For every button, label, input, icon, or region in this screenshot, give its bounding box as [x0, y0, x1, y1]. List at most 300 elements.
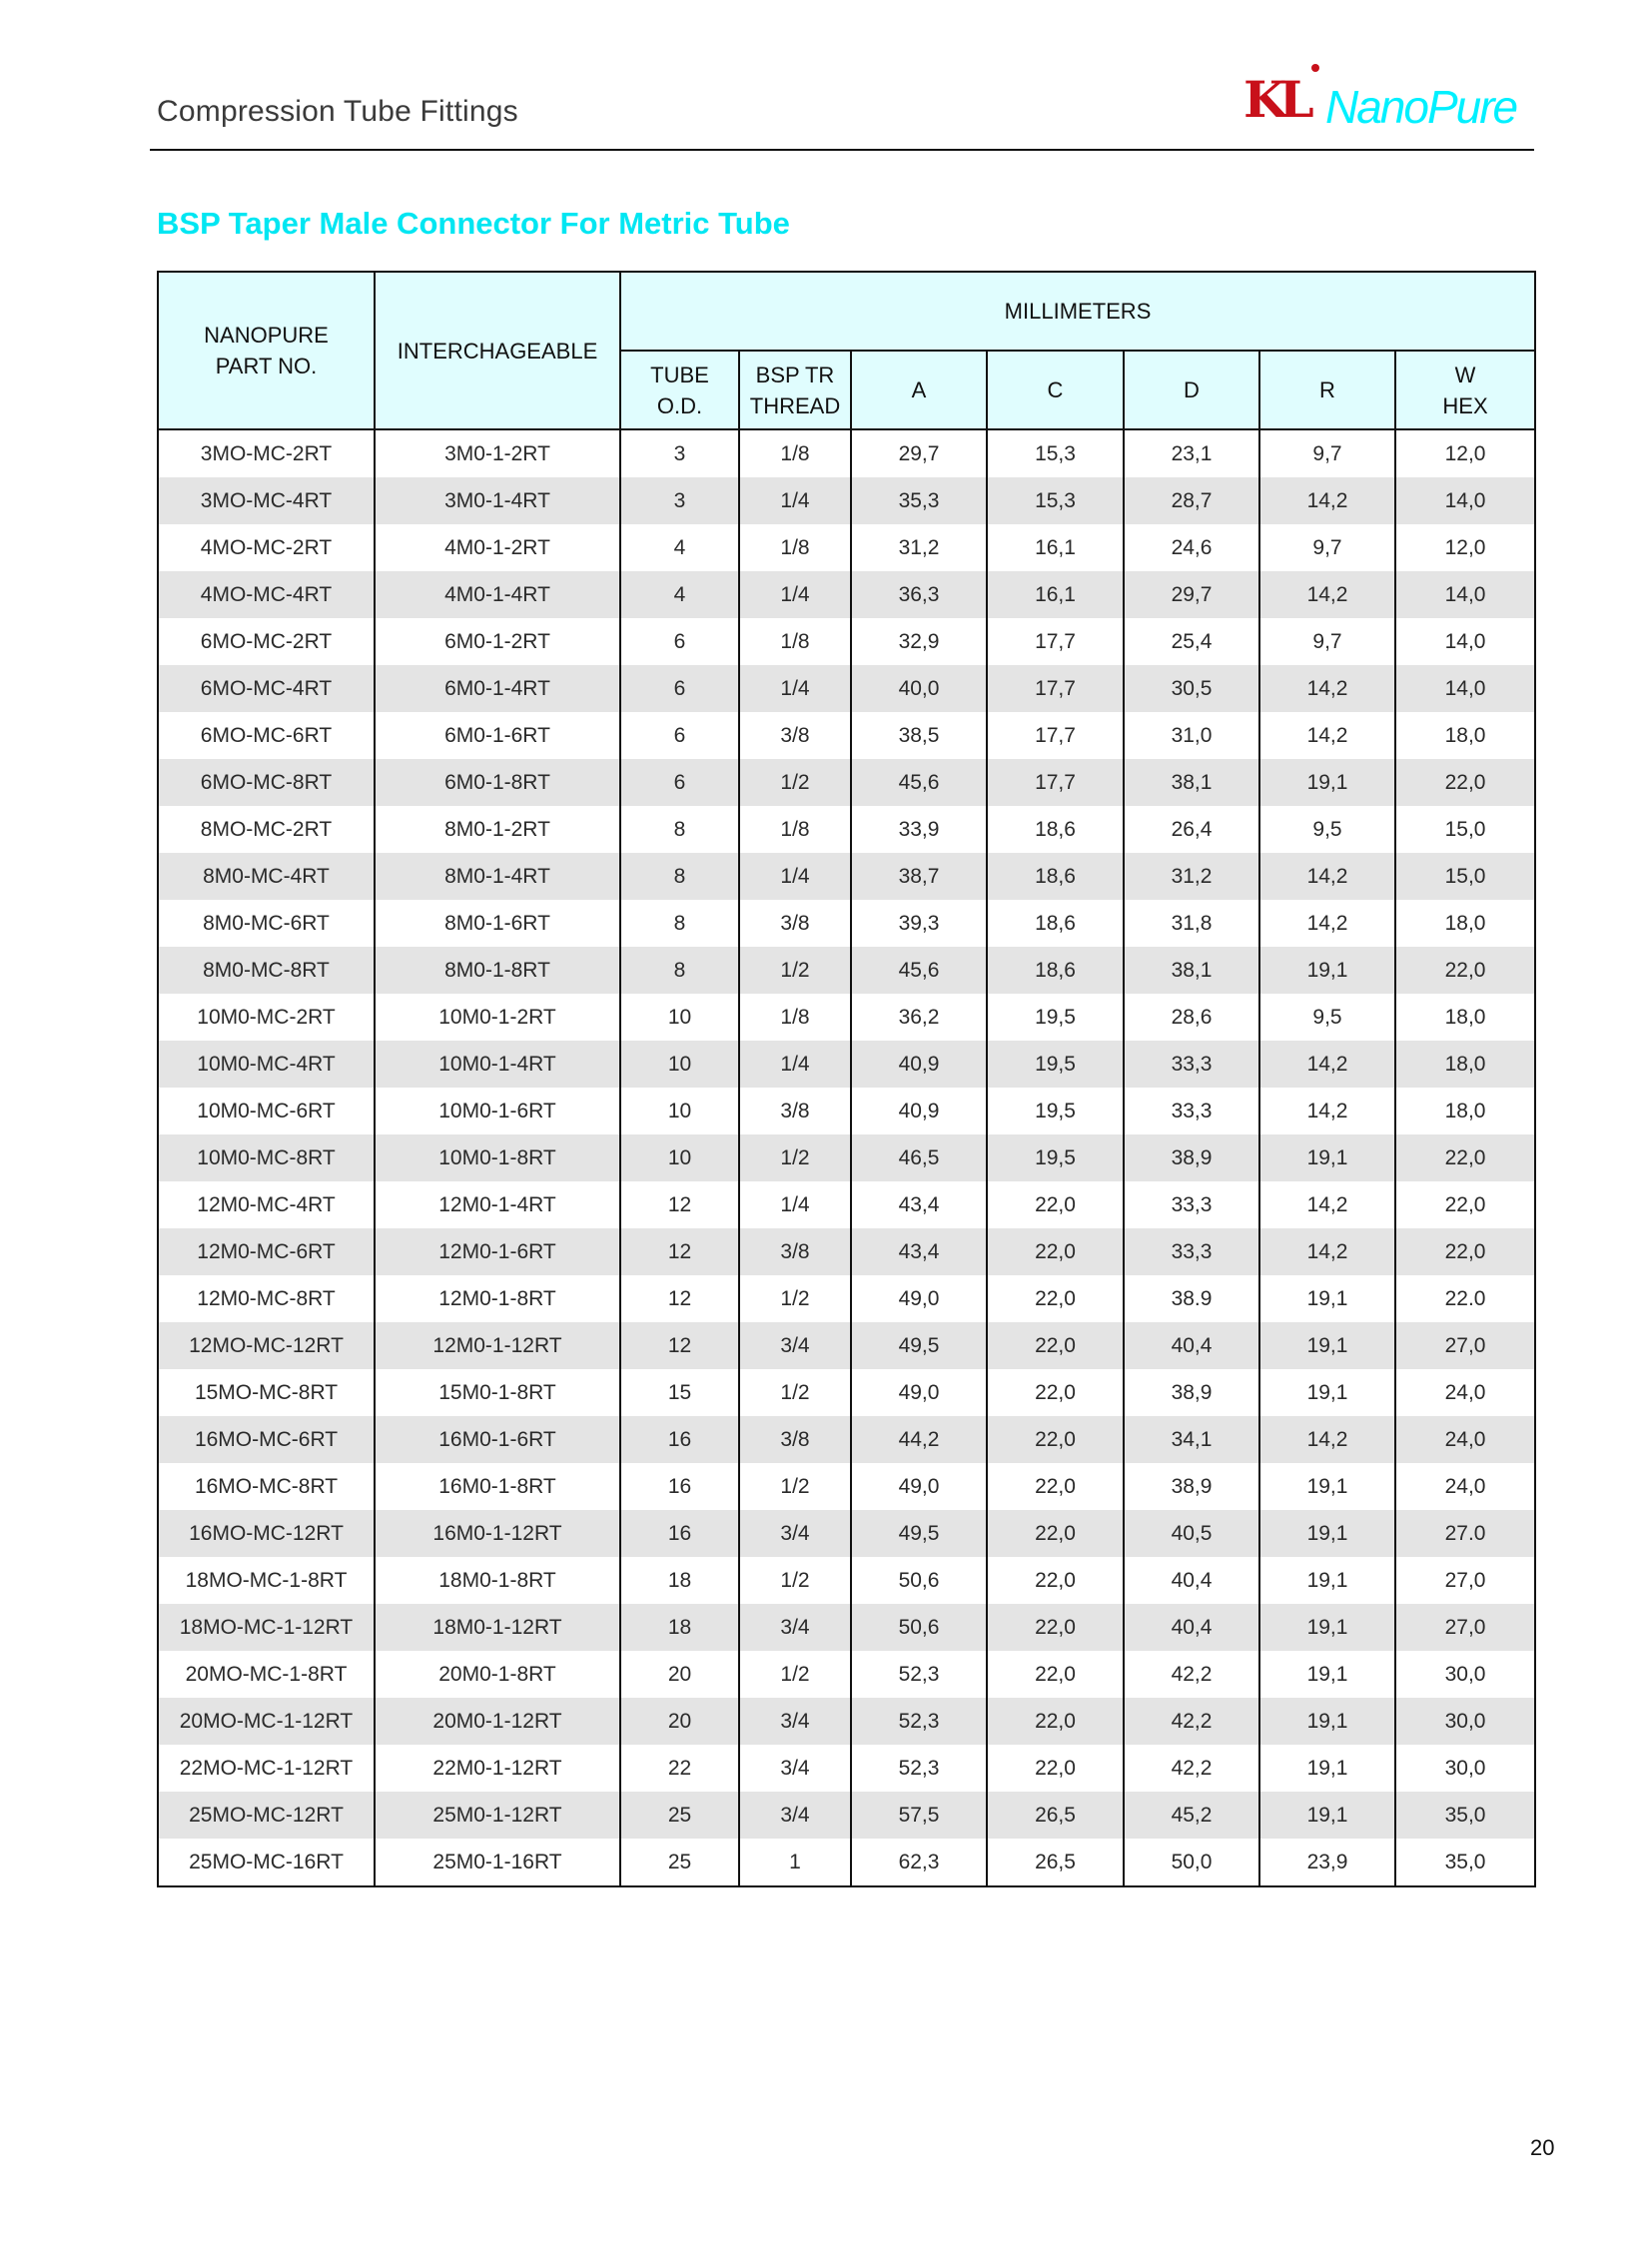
cell-tube-od: 15	[620, 1369, 739, 1416]
cell-part: 22MO-MC-1-12RT	[158, 1745, 375, 1792]
cell-w: 30,0	[1395, 1651, 1535, 1698]
cell-d: 28,7	[1124, 477, 1259, 524]
table-row	[158, 1369, 1535, 1416]
cell-a: 36,3	[851, 571, 987, 618]
table-row	[158, 1463, 1535, 1510]
col-header-thread: BSP TR THREAD	[739, 351, 851, 429]
cell-r: 19,1	[1259, 1463, 1395, 1510]
cell-w: 24,0	[1395, 1416, 1535, 1463]
table-row	[158, 994, 1535, 1041]
cell-r: 19,1	[1259, 1651, 1395, 1698]
cell-thread: 3/4	[739, 1322, 851, 1369]
cell-d: 40,4	[1124, 1557, 1259, 1604]
cell-tube-od: 8	[620, 900, 739, 947]
cell-w: 14,0	[1395, 618, 1535, 665]
cell-part: 3MO-MC-4RT	[158, 477, 375, 524]
col-header-c: C	[987, 351, 1124, 429]
cell-inter: 12M0-1-6RT	[375, 1228, 620, 1275]
header-divider	[150, 149, 1534, 151]
table-row	[158, 1651, 1535, 1698]
page-header-title: Compression Tube Fittings	[157, 95, 518, 128]
cell-thread: 3/8	[739, 1088, 851, 1134]
cell-inter: 6M0-1-2RT	[375, 618, 620, 665]
cell-thread: 1/2	[739, 1134, 851, 1181]
cell-tube-od: 8	[620, 806, 739, 853]
cell-c: 19,5	[987, 1041, 1124, 1088]
cell-inter: 15M0-1-8RT	[375, 1369, 620, 1416]
cell-c: 17,7	[987, 618, 1124, 665]
table-row	[158, 1698, 1535, 1745]
table-row	[158, 900, 1535, 947]
table-row	[158, 1275, 1535, 1322]
cell-w: 30,0	[1395, 1698, 1535, 1745]
cell-thread: 3/4	[739, 1604, 851, 1651]
cell-w: 18,0	[1395, 994, 1535, 1041]
cell-part: 12M0-MC-8RT	[158, 1275, 375, 1322]
cell-thread: 3/4	[739, 1745, 851, 1792]
cell-tube-od: 4	[620, 524, 739, 571]
cell-r: 14,2	[1259, 571, 1395, 618]
cell-thread: 3/8	[739, 1228, 851, 1275]
logo-brand-text: NanoPure	[1325, 81, 1517, 133]
cell-inter: 6M0-1-8RT	[375, 759, 620, 806]
cell-c: 22,0	[987, 1275, 1124, 1322]
spec-table	[157, 271, 1536, 1887]
cell-a: 40,9	[851, 1041, 987, 1088]
cell-w: 27,0	[1395, 1604, 1535, 1651]
cell-a: 49,5	[851, 1510, 987, 1557]
cell-inter: 10M0-1-4RT	[375, 1041, 620, 1088]
table-row	[158, 618, 1535, 665]
cell-a: 49,0	[851, 1463, 987, 1510]
cell-a: 52,3	[851, 1651, 987, 1698]
cell-tube-od: 6	[620, 759, 739, 806]
cell-tube-od: 18	[620, 1557, 739, 1604]
cell-tube-od: 12	[620, 1275, 739, 1322]
cell-d: 40,4	[1124, 1604, 1259, 1651]
cell-thread: 3/4	[739, 1510, 851, 1557]
cell-r: 19,1	[1259, 759, 1395, 806]
table-row	[158, 571, 1535, 618]
table-row	[158, 1792, 1535, 1839]
cell-r: 19,1	[1259, 1510, 1395, 1557]
cell-a: 32,9	[851, 618, 987, 665]
cell-inter: 8M0-1-8RT	[375, 947, 620, 994]
cell-part: 10M0-MC-6RT	[158, 1088, 375, 1134]
cell-r: 9,7	[1259, 429, 1395, 477]
cell-thread: 1/8	[739, 618, 851, 665]
cell-a: 52,3	[851, 1698, 987, 1745]
cell-w: 12,0	[1395, 429, 1535, 477]
cell-tube-od: 20	[620, 1698, 739, 1745]
cell-inter: 3M0-1-4RT	[375, 477, 620, 524]
cell-w: 15,0	[1395, 853, 1535, 900]
cell-w: 22,0	[1395, 1228, 1535, 1275]
cell-inter: 12M0-1-12RT	[375, 1322, 620, 1369]
table-row	[158, 1228, 1535, 1275]
cell-r: 9,7	[1259, 524, 1395, 571]
logo-mark: KL	[1243, 70, 1306, 129]
cell-c: 18,6	[987, 947, 1124, 994]
cell-d: 38,9	[1124, 1463, 1259, 1510]
cell-tube-od: 6	[620, 618, 739, 665]
cell-d: 38.9	[1124, 1275, 1259, 1322]
cell-tube-od: 16	[620, 1463, 739, 1510]
brand-logo	[1243, 62, 1543, 140]
cell-w: 22,0	[1395, 1134, 1535, 1181]
table-row	[158, 524, 1535, 571]
cell-d: 38,1	[1124, 759, 1259, 806]
cell-c: 17,7	[987, 665, 1124, 712]
cell-part: 10M0-MC-2RT	[158, 994, 375, 1041]
cell-part: 18MO-MC-1-12RT	[158, 1604, 375, 1651]
cell-a: 31,2	[851, 524, 987, 571]
cell-a: 50,6	[851, 1604, 987, 1651]
cell-tube-od: 6	[620, 665, 739, 712]
cell-part: 10M0-MC-4RT	[158, 1041, 375, 1088]
cell-a: 35,3	[851, 477, 987, 524]
section-title: BSP Taper Male Connector For Metric Tube	[157, 206, 790, 241]
cell-r: 14,2	[1259, 1088, 1395, 1134]
cell-d: 42,2	[1124, 1651, 1259, 1698]
cell-part: 3MO-MC-2RT	[158, 429, 375, 477]
table-row	[158, 1839, 1535, 1886]
cell-inter: 4M0-1-4RT	[375, 571, 620, 618]
cell-part: 4MO-MC-4RT	[158, 571, 375, 618]
table-row	[158, 806, 1535, 853]
cell-a: 49,0	[851, 1275, 987, 1322]
table-row	[158, 947, 1535, 994]
cell-tube-od: 12	[620, 1181, 739, 1228]
cell-c: 22,0	[987, 1651, 1124, 1698]
cell-part: 16MO-MC-12RT	[158, 1510, 375, 1557]
cell-d: 29,7	[1124, 571, 1259, 618]
cell-d: 40,4	[1124, 1322, 1259, 1369]
cell-a: 40,9	[851, 1088, 987, 1134]
cell-tube-od: 4	[620, 571, 739, 618]
cell-c: 19,5	[987, 1088, 1124, 1134]
cell-a: 44,2	[851, 1416, 987, 1463]
cell-w: 27.0	[1395, 1510, 1535, 1557]
cell-a: 45,6	[851, 947, 987, 994]
cell-part: 25MO-MC-16RT	[158, 1839, 375, 1886]
cell-r: 19,1	[1259, 1369, 1395, 1416]
cell-thread: 1/2	[739, 1651, 851, 1698]
cell-thread: 1/4	[739, 1041, 851, 1088]
cell-c: 22,0	[987, 1369, 1124, 1416]
table-row	[158, 1088, 1535, 1134]
cell-inter: 10M0-1-6RT	[375, 1088, 620, 1134]
cell-r: 19,1	[1259, 1745, 1395, 1792]
cell-tube-od: 12	[620, 1322, 739, 1369]
cell-a: 50,6	[851, 1557, 987, 1604]
cell-c: 22,0	[987, 1557, 1124, 1604]
cell-w: 14,0	[1395, 571, 1535, 618]
cell-inter: 16M0-1-6RT	[375, 1416, 620, 1463]
cell-part: 8MO-MC-2RT	[158, 806, 375, 853]
cell-w: 35,0	[1395, 1792, 1535, 1839]
cell-r: 14,2	[1259, 1416, 1395, 1463]
cell-r: 14,2	[1259, 1228, 1395, 1275]
cell-d: 38,9	[1124, 1134, 1259, 1181]
cell-d: 28,6	[1124, 994, 1259, 1041]
cell-part: 4MO-MC-2RT	[158, 524, 375, 571]
cell-c: 22,0	[987, 1322, 1124, 1369]
cell-inter: 22M0-1-12RT	[375, 1745, 620, 1792]
cell-w: 18,0	[1395, 1041, 1535, 1088]
cell-part: 12M0-MC-6RT	[158, 1228, 375, 1275]
cell-r: 19,1	[1259, 947, 1395, 994]
cell-r: 14,2	[1259, 477, 1395, 524]
cell-tube-od: 12	[620, 1228, 739, 1275]
table-row	[158, 759, 1535, 806]
cell-d: 42,2	[1124, 1745, 1259, 1792]
cell-part: 6MO-MC-8RT	[158, 759, 375, 806]
cell-d: 50,0	[1124, 1839, 1259, 1886]
table-row	[158, 1041, 1535, 1088]
cell-a: 49,5	[851, 1322, 987, 1369]
cell-c: 22,0	[987, 1698, 1124, 1745]
registered-mark-icon	[1311, 64, 1319, 72]
cell-inter: 10M0-1-8RT	[375, 1134, 620, 1181]
cell-w: 18,0	[1395, 900, 1535, 947]
cell-r: 19,1	[1259, 1604, 1395, 1651]
cell-r: 19,1	[1259, 1275, 1395, 1322]
cell-d: 31,8	[1124, 900, 1259, 947]
cell-tube-od: 10	[620, 994, 739, 1041]
cell-a: 39,3	[851, 900, 987, 947]
cell-r: 19,1	[1259, 1134, 1395, 1181]
col-header-w-hex: W HEX	[1395, 351, 1535, 429]
cell-w: 18,0	[1395, 1088, 1535, 1134]
cell-r: 9,5	[1259, 994, 1395, 1041]
cell-inter: 6M0-1-6RT	[375, 712, 620, 759]
cell-tube-od: 20	[620, 1651, 739, 1698]
table-row	[158, 1322, 1535, 1369]
cell-thread: 3/8	[739, 900, 851, 947]
table-row	[158, 477, 1535, 524]
cell-tube-od: 10	[620, 1088, 739, 1134]
cell-inter: 4M0-1-2RT	[375, 524, 620, 571]
col-header-d: D	[1124, 351, 1259, 429]
cell-r: 19,1	[1259, 1698, 1395, 1745]
cell-r: 23,9	[1259, 1839, 1395, 1886]
cell-part: 20MO-MC-1-8RT	[158, 1651, 375, 1698]
cell-part: 10M0-MC-8RT	[158, 1134, 375, 1181]
cell-r: 9,7	[1259, 618, 1395, 665]
cell-a: 43,4	[851, 1181, 987, 1228]
cell-tube-od: 8	[620, 947, 739, 994]
cell-tube-od: 25	[620, 1839, 739, 1886]
cell-c: 22,0	[987, 1463, 1124, 1510]
cell-part: 8M0-MC-4RT	[158, 853, 375, 900]
cell-a: 62,3	[851, 1839, 987, 1886]
col-header-r: R	[1259, 351, 1395, 429]
cell-thread: 1/8	[739, 524, 851, 571]
cell-d: 34,1	[1124, 1416, 1259, 1463]
cell-thread: 1/2	[739, 759, 851, 806]
cell-c: 22,0	[987, 1416, 1124, 1463]
table-row	[158, 665, 1535, 712]
cell-part: 18MO-MC-1-8RT	[158, 1557, 375, 1604]
cell-w: 27,0	[1395, 1557, 1535, 1604]
cell-thread: 1/4	[739, 571, 851, 618]
cell-tube-od: 18	[620, 1604, 739, 1651]
cell-inter: 12M0-1-4RT	[375, 1181, 620, 1228]
cell-c: 22,0	[987, 1745, 1124, 1792]
cell-w: 15,0	[1395, 806, 1535, 853]
cell-c: 18,6	[987, 806, 1124, 853]
cell-r: 9,5	[1259, 806, 1395, 853]
cell-d: 24,6	[1124, 524, 1259, 571]
cell-a: 57,5	[851, 1792, 987, 1839]
table-row	[158, 1416, 1535, 1463]
cell-w: 14,0	[1395, 665, 1535, 712]
cell-tube-od: 6	[620, 712, 739, 759]
cell-part: 25MO-MC-12RT	[158, 1792, 375, 1839]
table-row	[158, 853, 1535, 900]
table-row	[158, 1604, 1535, 1651]
cell-a: 29,7	[851, 429, 987, 477]
cell-r: 14,2	[1259, 1041, 1395, 1088]
cell-thread: 1/8	[739, 994, 851, 1041]
cell-w: 24,0	[1395, 1369, 1535, 1416]
cell-thread: 1/4	[739, 853, 851, 900]
cell-w: 14,0	[1395, 477, 1535, 524]
table-row	[158, 1510, 1535, 1557]
cell-thread: 1/2	[739, 1463, 851, 1510]
cell-d: 45,2	[1124, 1792, 1259, 1839]
group-header-millimeters: MILLIMETERS	[620, 272, 1535, 351]
cell-thread: 1/4	[739, 477, 851, 524]
cell-a: 52,3	[851, 1745, 987, 1792]
col-header-tube-od: TUBE O.D.	[620, 351, 739, 429]
cell-thread: 3/4	[739, 1792, 851, 1839]
cell-part: 6MO-MC-2RT	[158, 618, 375, 665]
cell-part: 16MO-MC-8RT	[158, 1463, 375, 1510]
table-row	[158, 712, 1535, 759]
cell-w: 30,0	[1395, 1745, 1535, 1792]
cell-thread: 1	[739, 1839, 851, 1886]
cell-w: 18,0	[1395, 712, 1535, 759]
cell-w: 12,0	[1395, 524, 1535, 571]
cell-d: 33,3	[1124, 1041, 1259, 1088]
cell-inter: 20M0-1-8RT	[375, 1651, 620, 1698]
cell-inter: 16M0-1-8RT	[375, 1463, 620, 1510]
cell-thread: 1/2	[739, 947, 851, 994]
table-row	[158, 1181, 1535, 1228]
cell-thread: 1/2	[739, 1557, 851, 1604]
cell-part: 12MO-MC-12RT	[158, 1322, 375, 1369]
cell-c: 26,5	[987, 1792, 1124, 1839]
col-header-a: A	[851, 351, 987, 429]
cell-w: 35,0	[1395, 1839, 1535, 1886]
cell-w: 27,0	[1395, 1322, 1535, 1369]
cell-a: 46,5	[851, 1134, 987, 1181]
cell-w: 22,0	[1395, 947, 1535, 994]
cell-inter: 25M0-1-12RT	[375, 1792, 620, 1839]
cell-d: 31,0	[1124, 712, 1259, 759]
cell-tube-od: 10	[620, 1041, 739, 1088]
cell-tube-od: 16	[620, 1416, 739, 1463]
cell-c: 22,0	[987, 1181, 1124, 1228]
cell-tube-od: 25	[620, 1792, 739, 1839]
cell-thread: 1/8	[739, 806, 851, 853]
cell-d: 40,5	[1124, 1510, 1259, 1557]
cell-w: 22,0	[1395, 759, 1535, 806]
cell-d: 26,4	[1124, 806, 1259, 853]
cell-tube-od: 3	[620, 477, 739, 524]
cell-thread: 1/2	[739, 1275, 851, 1322]
cell-c: 15,3	[987, 429, 1124, 477]
cell-r: 14,2	[1259, 712, 1395, 759]
cell-c: 18,6	[987, 853, 1124, 900]
cell-d: 30,5	[1124, 665, 1259, 712]
cell-thread: 3/8	[739, 712, 851, 759]
cell-inter: 8M0-1-6RT	[375, 900, 620, 947]
cell-d: 23,1	[1124, 429, 1259, 477]
cell-d: 33,3	[1124, 1181, 1259, 1228]
cell-r: 14,2	[1259, 853, 1395, 900]
cell-a: 43,4	[851, 1228, 987, 1275]
cell-r: 14,2	[1259, 900, 1395, 947]
table-row	[158, 1557, 1535, 1604]
page-number: 20	[1530, 2135, 1555, 2160]
cell-inter: 16M0-1-12RT	[375, 1510, 620, 1557]
table-row	[158, 1745, 1535, 1792]
col-header-interchangeable: INTERCHAGEABLE	[375, 272, 620, 429]
cell-inter: 20M0-1-12RT	[375, 1698, 620, 1745]
col-header-part: NANOPURE PART NO.	[158, 272, 375, 429]
cell-d: 31,2	[1124, 853, 1259, 900]
cell-part: 8M0-MC-8RT	[158, 947, 375, 994]
cell-tube-od: 8	[620, 853, 739, 900]
cell-a: 33,9	[851, 806, 987, 853]
cell-c: 17,7	[987, 759, 1124, 806]
cell-c: 22,0	[987, 1228, 1124, 1275]
table-row	[158, 429, 1535, 477]
cell-thread: 1/4	[739, 1181, 851, 1228]
cell-thread: 3/4	[739, 1698, 851, 1745]
cell-c: 22,0	[987, 1604, 1124, 1651]
cell-thread: 1/2	[739, 1369, 851, 1416]
cell-tube-od: 22	[620, 1745, 739, 1792]
cell-tube-od: 10	[620, 1134, 739, 1181]
cell-c: 18,6	[987, 900, 1124, 947]
cell-inter: 8M0-1-2RT	[375, 806, 620, 853]
cell-c: 19,5	[987, 994, 1124, 1041]
cell-d: 42,2	[1124, 1698, 1259, 1745]
cell-tube-od: 3	[620, 429, 739, 477]
cell-r: 14,2	[1259, 665, 1395, 712]
cell-r: 14,2	[1259, 1181, 1395, 1228]
cell-d: 38,1	[1124, 947, 1259, 994]
cell-part: 12M0-MC-4RT	[158, 1181, 375, 1228]
cell-inter: 8M0-1-4RT	[375, 853, 620, 900]
cell-c: 17,7	[987, 712, 1124, 759]
cell-c: 19,5	[987, 1134, 1124, 1181]
cell-a: 45,6	[851, 759, 987, 806]
cell-thread: 3/8	[739, 1416, 851, 1463]
cell-w: 22.0	[1395, 1275, 1535, 1322]
cell-r: 19,1	[1259, 1322, 1395, 1369]
spec-table-body	[158, 429, 1535, 1886]
cell-a: 40,0	[851, 665, 987, 712]
cell-c: 26,5	[987, 1839, 1124, 1886]
cell-thread: 1/4	[739, 665, 851, 712]
cell-inter: 12M0-1-8RT	[375, 1275, 620, 1322]
cell-inter: 10M0-1-2RT	[375, 994, 620, 1041]
